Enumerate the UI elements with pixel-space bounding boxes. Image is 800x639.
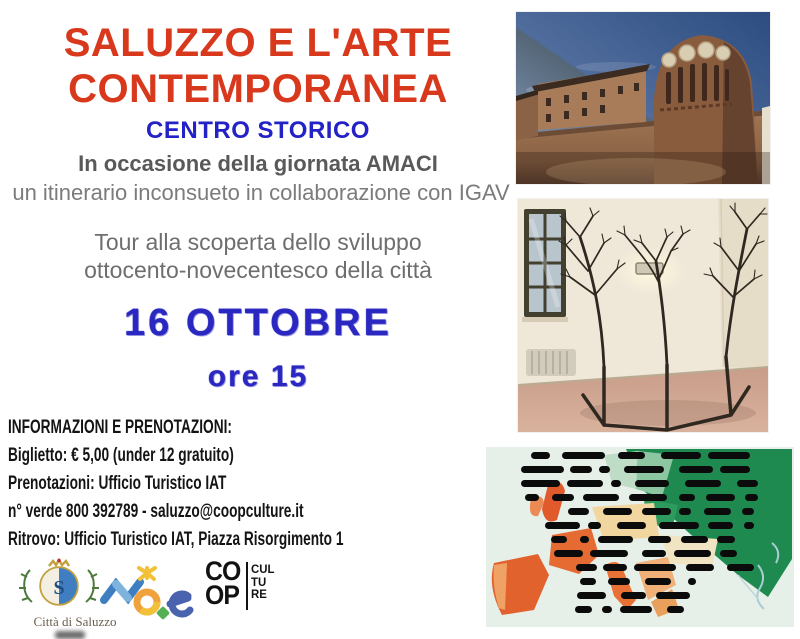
cropped-logo-smudge (55, 631, 85, 639)
occasion-text: In occasione della giornata AMACI (78, 151, 438, 176)
redaction-dash (635, 480, 669, 487)
coop-logo-cul: CUL (251, 562, 275, 576)
redaction-dash (617, 522, 647, 529)
redaction-dash (576, 564, 597, 571)
redaction-dash (679, 466, 713, 473)
redaction-dash (745, 494, 758, 501)
redaction-dash (603, 508, 632, 515)
tour-description (0, 228, 516, 284)
poster-title-line1: SALUZZO E L'ARTE (63, 21, 453, 65)
redaction-dash (603, 564, 626, 571)
saluzzo-crest-caption: Città di Saluzzo (33, 614, 117, 629)
redaction-dash (562, 452, 605, 459)
redaction-dash (674, 550, 711, 557)
redaction-dash (525, 494, 539, 501)
move-logo-icon (100, 566, 200, 629)
svg-text:S: S (53, 577, 65, 599)
redaction-dash (717, 536, 736, 543)
redaction-dash (679, 494, 695, 501)
redaction-dash (727, 564, 754, 571)
redaction-dash (686, 564, 715, 571)
event-date: 16 OTTOBRE (124, 302, 392, 344)
redaction-dash (588, 522, 601, 529)
redaction-dash (575, 606, 592, 613)
coop-logo-re: RE (251, 587, 267, 602)
redaction-dash (618, 452, 645, 459)
redaction-dash (659, 522, 700, 529)
redaction-dash (688, 578, 697, 585)
redaction-dash (704, 508, 731, 515)
redaction-dash (602, 606, 613, 613)
redaction-dash (648, 536, 672, 543)
coop-logo-op: OP (205, 579, 240, 610)
redaction-dash (583, 494, 619, 501)
poster-title-line2: CONTEMPORANEA (68, 67, 448, 111)
redaction-dash (656, 592, 690, 599)
redaction-dash (681, 536, 707, 543)
info-block (8, 417, 474, 551)
redaction-dash (567, 480, 603, 487)
info-meeting-point: Ritrovo: Ufficio Turistico IAT, Piazza Risorgimento 1 (8, 529, 344, 550)
redaction-dash (634, 564, 677, 571)
redaction-dash (580, 536, 589, 543)
tour-line1: Tour alla scoperta dello sviluppo (94, 229, 422, 255)
redaction-dash (590, 550, 629, 557)
redaction-dash (551, 536, 567, 543)
saluzzo-castle-photo (516, 12, 770, 184)
redaction-dash (742, 508, 754, 515)
tour-line2: ottocento-novecentesco della città (84, 257, 432, 283)
redaction-dash (570, 466, 592, 473)
redaction-dash (624, 466, 664, 473)
poster-title (0, 20, 516, 112)
redaction-dash (744, 522, 754, 529)
redaction-dash (661, 452, 701, 459)
map-redaction-dashes (486, 447, 794, 627)
redaction-dash (552, 494, 574, 501)
redaction-dash (645, 578, 671, 585)
redaction-dash (720, 466, 750, 473)
redaction-dash (629, 494, 668, 501)
coop-logo-divider (246, 562, 249, 610)
redaction-dash (568, 508, 589, 515)
event-time: ore 15 (207, 360, 309, 393)
redaction-dash (685, 480, 722, 487)
redaction-dash (737, 480, 759, 487)
redaction-dash (580, 578, 597, 585)
redaction-dash (679, 508, 691, 515)
coop-logo-co: CO (205, 556, 241, 586)
redaction-dash (531, 452, 550, 459)
europe-map-redaction-artwork (486, 447, 794, 627)
info-booking: Prenotazioni: Ufficio Turistico IAT (8, 473, 227, 494)
redaction-dash (554, 550, 583, 557)
redaction-dash (521, 480, 560, 487)
collaboration-text: un itinerario inconsueto in collaborazione con IGAV (12, 180, 510, 205)
redaction-dash (608, 578, 630, 585)
coopculture-logo-icon (205, 556, 276, 610)
redaction-dash (598, 536, 633, 543)
redaction-dash (642, 550, 666, 557)
redaction-dash (706, 494, 735, 501)
info-heading: INFORMAZIONI E PRENOTAZIONI: (8, 417, 232, 438)
redaction-dash (599, 466, 610, 473)
redaction-dash (708, 452, 751, 459)
redaction-dash (521, 466, 564, 473)
redaction-dash (642, 508, 671, 515)
redaction-dash (621, 592, 646, 599)
info-phone-email: n° verde 800 392789 - saluzzo@coopculture.it (8, 501, 304, 522)
redaction-dash (577, 592, 606, 599)
redaction-dash (667, 606, 684, 613)
tree-sculpture-installation-photo (518, 199, 768, 432)
redaction-dash (611, 480, 621, 487)
poster-subtitle: CENTRO STORICO (146, 117, 370, 144)
info-ticket: Biglietto: € 5,00 (under 12 gratuito) (8, 445, 234, 466)
coop-logo-tu: TU (251, 574, 267, 589)
saluzzo-crest-icon (16, 558, 117, 629)
redaction-dash (545, 522, 580, 529)
redaction-dash (708, 522, 733, 529)
logo-row (0, 556, 300, 639)
redaction-dash (720, 550, 737, 557)
redaction-dash (620, 606, 652, 613)
